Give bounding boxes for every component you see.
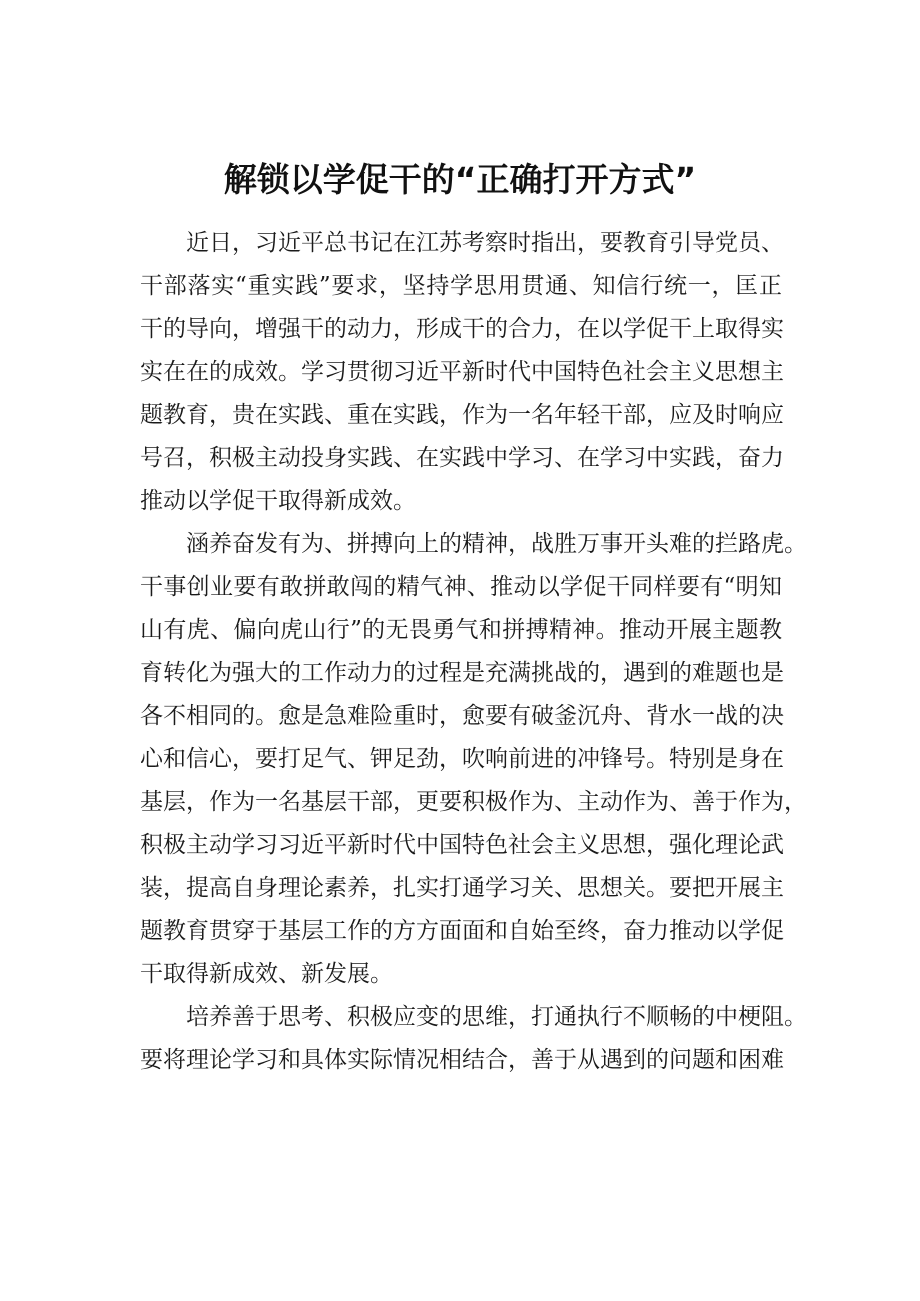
- text-line: 各不相同的。愈是急难险重时，愈要有破釜沉舟、背水一战的决: [140, 703, 784, 729]
- paragraph-3: [140, 996, 807, 1082]
- document-title: 解锁以学促干的“正确打开方式”: [223, 160, 697, 199]
- text-line: 推动以学促干取得新成效。: [140, 488, 416, 514]
- text-line: 干部落实“重实践”要求，坚持学思用贯通、知信行统一，匡正: [140, 273, 782, 299]
- text-line: 实在在的成效。学习贯彻习近平新时代中国特色社会主义思想主: [140, 359, 784, 385]
- text-line: 基层，作为一名基层干部，更要积极作为、主动作为、善于作为，: [140, 789, 807, 815]
- text-line: 干的导向，增强干的动力，形成干的合力，在以学促干上取得实: [140, 316, 784, 342]
- document-body: [140, 222, 807, 1082]
- text-line: 涵养奋发有为、拼搏向上的精神，战胜万事开头难的拦路虎。: [186, 531, 807, 557]
- paragraph-1: [140, 222, 782, 523]
- text-line: 培养善于思考、积极应变的思维，打通执行不顺畅的中梗阻。: [186, 1004, 807, 1030]
- text-line: 装，提高自身理论素养，扎实打通学习关、思想关。要把开展主: [140, 875, 784, 901]
- text-line: 积极主动学习习近平新时代中国特色社会主义思想，强化理论武: [140, 832, 784, 858]
- text-line: 育转化为强大的工作动力的过程是充满挑战的，遇到的难题也是: [140, 660, 784, 686]
- text-line: 题教育贯穿于基层工作的方方面面和自始至终，奋力推动以学促: [140, 918, 784, 944]
- text-line: 近日，习近平总书记在江苏考察时指出，要教育引导党员、: [186, 230, 784, 256]
- text-line: 干取得新成效、新发展。: [140, 961, 393, 987]
- text-line: 要将理论学习和具体实际情况相结合，善于从遇到的问题和困难: [140, 1047, 784, 1073]
- text-line: 山有虎、偏向虎山行”的无畏勇气和拼搏精神。推动开展主题教: [140, 617, 782, 643]
- text-line: 心和信心，要打足气、钾足劲，吹响前进的冲锋号。特别是身在: [140, 746, 784, 772]
- text-line: 题教育，贵在实践、重在实践，作为一名年轻干部，应及时响应: [140, 402, 784, 428]
- text-line: 干事创业要有敢拼敢闯的精气神、推动以学促干同样要有“明知: [140, 574, 782, 600]
- text-line: 号召，积极主动投身实践、在实践中学习、在学习中实践，奋力: [140, 445, 784, 471]
- paragraph-2: [140, 523, 807, 996]
